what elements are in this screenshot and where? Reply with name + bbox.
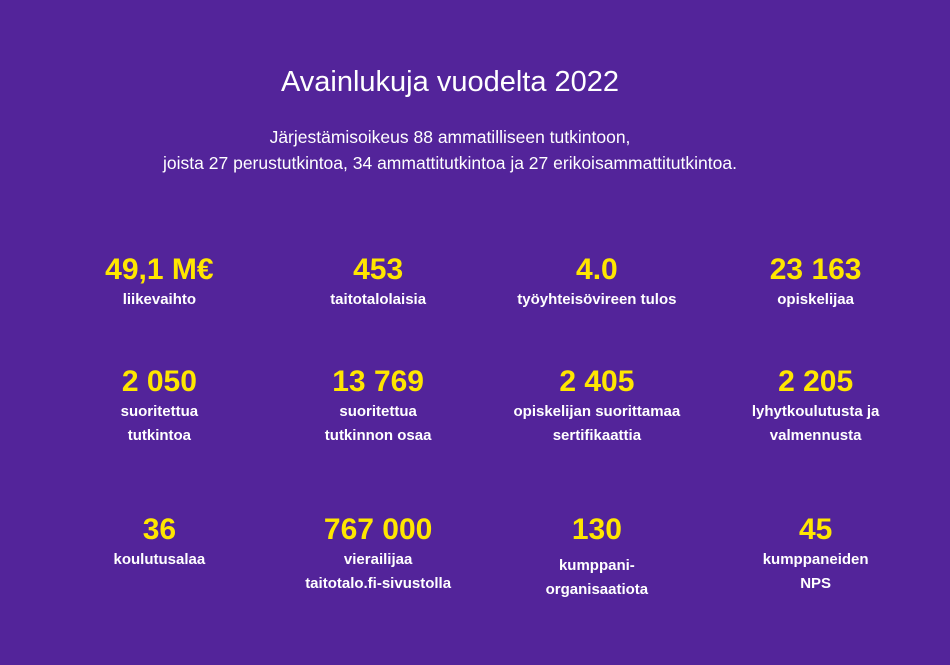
stat-label-line: tutkinnon osaa bbox=[324, 427, 432, 444]
stat-label bbox=[488, 400, 707, 448]
stat-label bbox=[269, 288, 488, 312]
stat-value: 49,1 M€ bbox=[105, 253, 214, 286]
stat-value: 453 bbox=[353, 253, 404, 286]
stat-degree-parts bbox=[269, 364, 488, 448]
stat-value: 130 bbox=[571, 513, 622, 546]
stat-fields bbox=[50, 512, 269, 602]
stats-row bbox=[50, 252, 925, 312]
stat-label-line: suoritettua bbox=[339, 403, 417, 420]
stat-value: 2 405 bbox=[559, 365, 635, 398]
stat-workplace-score bbox=[488, 252, 707, 312]
stat-partners bbox=[488, 512, 707, 602]
stat-value: 45 bbox=[798, 513, 833, 546]
stat-label-line: valmennusta bbox=[769, 427, 862, 444]
stats-row bbox=[50, 364, 925, 448]
stat-visitors bbox=[269, 512, 488, 602]
stat-short-trainings bbox=[706, 364, 925, 448]
stat-label bbox=[269, 548, 488, 596]
stat-degrees bbox=[50, 364, 269, 448]
page-title: Avainlukuja vuodelta 2022 bbox=[280, 66, 620, 98]
stats-row bbox=[50, 512, 925, 602]
stat-label-line: koulutusalaa bbox=[113, 551, 206, 568]
stat-label-line: taitotalolaisia bbox=[330, 291, 427, 308]
stat-value: 23 163 bbox=[769, 253, 862, 286]
stat-label-line: organisaatiota bbox=[545, 581, 649, 598]
stat-label-line: suoritettua bbox=[120, 403, 199, 420]
stat-label-line: opiskelijan suorittamaa bbox=[513, 403, 681, 420]
stat-value: 4.0 bbox=[576, 253, 618, 286]
stat-label-line: sertifikaattia bbox=[552, 427, 642, 444]
stat-revenue bbox=[50, 252, 269, 312]
stat-label bbox=[488, 554, 707, 602]
stat-partner-nps bbox=[706, 512, 925, 602]
stat-label-line: työyhteisövireen tulos bbox=[517, 291, 677, 308]
stat-label bbox=[269, 400, 488, 448]
stat-employees bbox=[269, 252, 488, 312]
stat-value: 2 205 bbox=[778, 365, 854, 398]
subtitle-line: joista 27 perustutkintoa, 34 ammattitutkintoa ja 27 erikoisammattitutkintoa. bbox=[163, 153, 737, 173]
stat-students bbox=[706, 252, 925, 312]
stat-label bbox=[706, 548, 925, 596]
stat-value: 2 050 bbox=[121, 365, 197, 398]
stat-label-line: lyhytkoulutusta ja bbox=[751, 403, 880, 420]
stat-certificates bbox=[488, 364, 707, 448]
stat-label bbox=[50, 548, 269, 572]
stat-label bbox=[50, 400, 269, 448]
stat-value: 767 000 bbox=[323, 513, 433, 546]
stat-value: 36 bbox=[142, 513, 177, 546]
stat-label-line: kumppaneiden bbox=[762, 551, 869, 568]
stat-label-line: taitotalo.fi-sivustolla bbox=[305, 575, 452, 592]
stat-label bbox=[50, 288, 269, 312]
stat-label bbox=[706, 400, 925, 448]
subtitle-line: Järjestämisoikeus 88 ammatilliseen tutkintoon, bbox=[269, 127, 631, 147]
stat-label-line: NPS bbox=[800, 575, 832, 592]
stat-value: 13 769 bbox=[332, 365, 424, 398]
stat-label-line: liikevaihto bbox=[122, 291, 197, 308]
stat-label-line: tutkintoa bbox=[127, 427, 192, 444]
stat-label-line: vierailijaa bbox=[343, 551, 413, 568]
stat-label bbox=[488, 288, 707, 312]
stat-label-line: opiskelijaa bbox=[777, 291, 854, 308]
page-subtitle bbox=[0, 124, 900, 176]
stat-label-line: kumppani- bbox=[558, 557, 635, 574]
stat-label bbox=[706, 288, 925, 312]
